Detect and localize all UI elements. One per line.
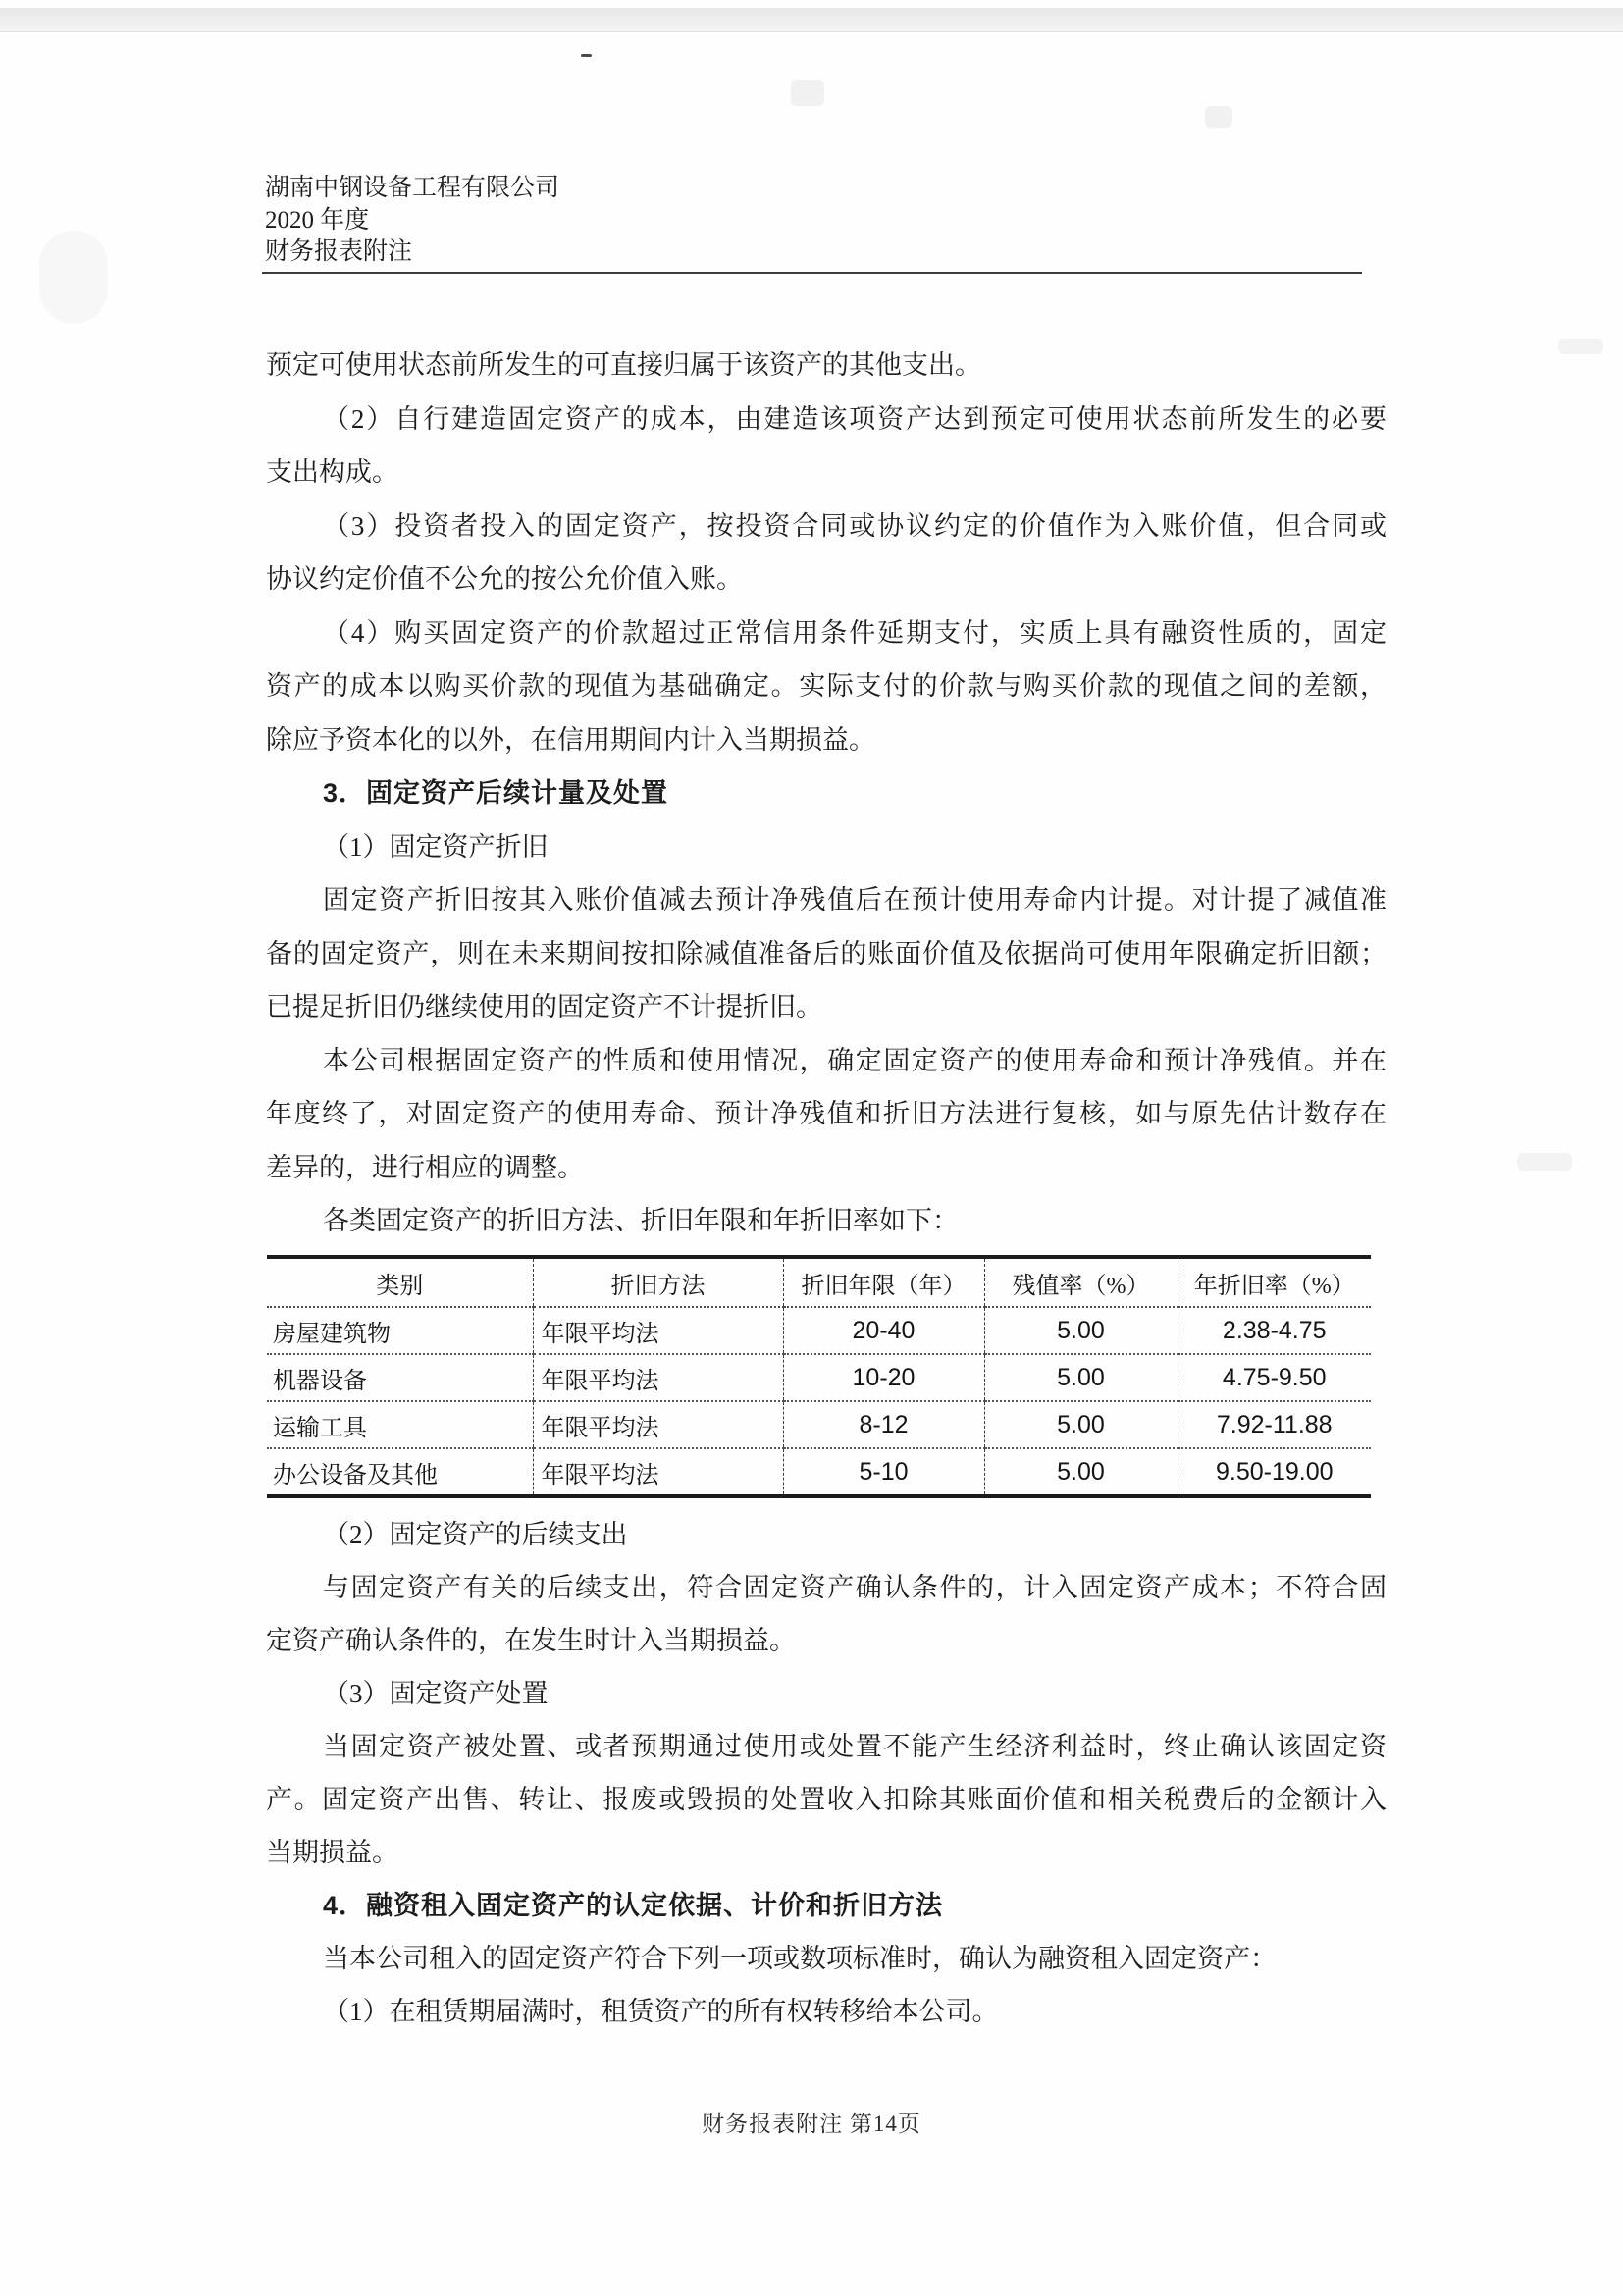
table-cell: 5.00 <box>984 1401 1178 1448</box>
scan-artifact <box>791 80 824 106</box>
text-line: 备的固定资产，则在未来期间按扣除减值准备后的账面价值及依据尚可使用年限确定折旧额； <box>266 938 1387 968</box>
table-cell: 年限平均法 <box>533 1401 783 1448</box>
text-line: （3）固定资产处置 <box>323 1679 549 1708</box>
text-line: 产。固定资产出售、转让、报废或毁损的处置收入扣除其账面价值和相关税费后的金额计入 <box>266 1785 1387 1814</box>
depreciation-table <box>267 1255 1371 1498</box>
text-line: 3．固定资产后续计量及处置 <box>323 778 669 808</box>
text-line: 支出构成。 <box>266 457 398 487</box>
text-line: 当固定资产被处置、或者预期通过使用或处置不能产生经济利益时，终止确认该固定资 <box>323 1732 1387 1761</box>
table-header-row <box>267 1257 1371 1307</box>
table-header-cell: 残值率（%） <box>984 1257 1178 1307</box>
table-cell: 房屋建筑物 <box>267 1307 533 1354</box>
table-cell: 9.50-19.00 <box>1178 1448 1371 1496</box>
table-row <box>267 1401 1371 1448</box>
scan-artifact <box>581 54 592 57</box>
text-line: 本公司根据固定资产的性质和使用情况，确定固定资产的使用寿命和预计净残值。并在 <box>323 1045 1387 1075</box>
text-line: 当期损益。 <box>266 1838 398 1867</box>
table-cell: 5.00 <box>984 1354 1178 1401</box>
table-cell: 10-20 <box>783 1354 984 1401</box>
scan-artifact <box>1205 106 1232 128</box>
page-footer: 财务报表附注 第14页 <box>702 2112 921 2136</box>
text-line: 4．融资租入固定资产的认定依据、计价和折旧方法 <box>323 1891 944 1920</box>
table-cell: 机器设备 <box>267 1354 533 1401</box>
scan-artifact <box>39 231 108 324</box>
table-cell: 运输工具 <box>267 1401 533 1448</box>
text-line: 已提足折旧仍继续使用的固定资产不计提折旧。 <box>266 992 822 1021</box>
table-header-cell: 折旧方法 <box>533 1257 783 1307</box>
body-text-lower <box>266 1508 1387 2038</box>
table-cell: 8-12 <box>783 1401 984 1448</box>
text-line: 资产的成本以购买价款的现值为基础确定。实际支付的价款与购买价款的现值之间的差额， <box>266 671 1387 701</box>
table-cell: 年限平均法 <box>533 1307 783 1354</box>
fiscal-year: 2020 年度 <box>265 206 370 234</box>
table-cell: 4.75-9.50 <box>1178 1354 1371 1401</box>
text-line: 年度终了，对固定资产的使用寿命、预计净残值和折旧方法进行复核，如与原先估计数存在 <box>266 1099 1387 1128</box>
table-cell: 年限平均法 <box>533 1448 783 1496</box>
text-line: （1）固定资产折旧 <box>323 831 549 861</box>
header-rule <box>262 272 1362 274</box>
text-line: 协议约定价值不公允的按公允价值入账。 <box>266 564 743 594</box>
text-line: （1）在租赁期届满时，租赁资产的所有权转移给本公司。 <box>323 1997 999 2026</box>
table-cell: 2.38-4.75 <box>1178 1307 1371 1354</box>
text-line: 与固定资产有关的后续支出，符合固定资产确认条件的，计入固定资产成本；不符合固 <box>323 1573 1387 1602</box>
body-text-upper <box>266 339 1387 1248</box>
text-line: 各类固定资产的折旧方法、折旧年限和年折旧率如下： <box>323 1206 959 1235</box>
table-cell: 5-10 <box>783 1448 984 1496</box>
scan-artifact <box>1558 339 1603 354</box>
table-header-cell: 类别 <box>267 1257 533 1307</box>
text-line: 固定资产折旧按其入账价值减去预计净残值后在预计使用寿命内计提。对计提了减值准 <box>323 885 1387 914</box>
text-line: 定资产确认条件的，在发生时计入当期损益。 <box>266 1626 796 1655</box>
text-line: 差异的，进行相应的调整。 <box>266 1152 584 1182</box>
table-row <box>267 1354 1371 1401</box>
table-header-cell: 年折旧率（%） <box>1178 1257 1371 1307</box>
table-cell: 5.00 <box>984 1307 1178 1354</box>
text-line: （2）自行建造固定资产的成本，由建造该项资产达到预定可使用状态前所发生的必要 <box>323 403 1387 434</box>
text-line: （3）投资者投入的固定资产，按投资合同或协议约定的价值作为入账价值，但合同或 <box>323 510 1387 541</box>
scan-edge-band <box>0 8 1623 32</box>
table-row <box>267 1448 1371 1496</box>
text-line: 预定可使用状态前所发生的可直接归属于该资产的其他支出。 <box>266 350 981 380</box>
text-line: 除应予资本化的以外，在信用期间内计入当期损益。 <box>266 724 875 755</box>
table-cell: 7.92-11.88 <box>1178 1401 1371 1448</box>
text-line: （4）购买固定资产的价款超过正常信用条件延期支付，实质上具有融资性质的，固定 <box>323 617 1387 648</box>
table-cell: 20-40 <box>783 1307 984 1354</box>
document-header <box>265 173 559 269</box>
table-cell: 5.00 <box>984 1448 1178 1496</box>
table-cell: 年限平均法 <box>533 1354 783 1401</box>
table-header-cell: 折旧年限（年） <box>783 1257 984 1307</box>
text-line: （2）固定资产的后续支出 <box>323 1520 628 1549</box>
document-title: 财务报表附注 <box>265 238 413 265</box>
text-line: 当本公司租入的固定资产符合下列一项或数项标准时，确认为融资租入固定资产： <box>323 1944 1277 1973</box>
table-cell: 办公设备及其他 <box>273 1462 438 1488</box>
table-row <box>267 1307 1371 1354</box>
scan-artifact <box>1517 1153 1572 1171</box>
company-name: 湖南中钢设备工程有限公司 <box>265 175 560 201</box>
